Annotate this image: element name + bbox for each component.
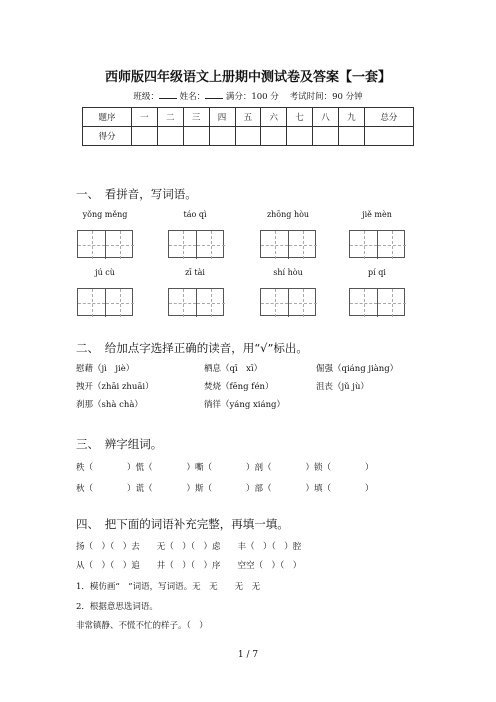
question-2: 2．根据意思选词语。: [76, 602, 158, 612]
score-cell[interactable]: [261, 127, 287, 146]
exam-info-line: [0, 90, 496, 102]
score-header-cell: 四: [209, 108, 235, 127]
score-cell[interactable]: [313, 127, 339, 146]
score-table-score-row: [83, 127, 414, 146]
score-header-cell: 六: [261, 108, 287, 127]
writing-box[interactable]: [77, 230, 133, 258]
writing-box[interactable]: [168, 230, 224, 258]
score-cell[interactable]: [339, 127, 365, 146]
writing-box[interactable]: [260, 230, 316, 258]
section4-heading: 四、 把下面的词语补充完整，再填一填。: [76, 517, 289, 531]
writing-box[interactable]: [349, 230, 405, 258]
reading-choice-item[interactable]: 拽开（zhāi zhuāi）: [76, 382, 154, 392]
writing-box[interactable]: [77, 288, 133, 316]
pinyin-label: pí qi: [368, 268, 386, 277]
section2-heading: 二、 给加点字选择正确的读音，用“√”标出。: [76, 341, 308, 355]
pinyin-label: shí hòu: [273, 268, 303, 277]
score-cell[interactable]: [287, 127, 313, 146]
idiom-line-1[interactable]: 扬（ ）（ ）去 无（ ）（ ）虑 丰（ ）（ ）腔: [76, 542, 302, 552]
score-header-cell: 七: [287, 108, 313, 127]
score-header-cell: 总分: [364, 108, 413, 127]
pinyin-label: zhōng hòu: [266, 210, 310, 219]
writing-box[interactable]: [260, 288, 316, 316]
question-1[interactable]: 1．模仿画“ ”词语，写词语。无 无 无 无: [76, 582, 261, 592]
reading-choice-item[interactable]: 栖息（qī xī）: [204, 364, 263, 374]
score-header-cell: 八: [313, 108, 339, 127]
question-3[interactable]: 非常镇静、不慌不忙的样子。（ ）: [76, 621, 208, 631]
time-label: 考试时间：90 分钟: [289, 92, 363, 102]
score-label: 满分：100 分: [225, 92, 279, 102]
section3-heading: 三、 辨字组词。: [76, 437, 163, 451]
reading-choice-item[interactable]: 徜徉（yáng xiáng）: [204, 400, 285, 410]
word-group-line-2[interactable]: 秋（ ）谎（ ）斯（ ）部（ ）填（ ）: [76, 484, 374, 494]
reading-choice-item[interactable]: 刹那（shà chà）: [76, 400, 143, 410]
score-header-cell: 三: [183, 108, 209, 127]
pinyin-label: jiě mèn: [362, 210, 392, 219]
page-title: 西师版四年级语文上册期中测试卷及答案【一套】: [104, 70, 391, 85]
pinyin-label: yǒng měng: [82, 210, 128, 219]
name-label: 姓名：: [179, 92, 206, 102]
class-label: 班级：: [133, 92, 159, 102]
score-cell[interactable]: [209, 127, 235, 146]
score-table-header-row: [83, 108, 414, 127]
score-cell[interactable]: [157, 127, 183, 146]
reading-choice-item[interactable]: 沮丧（jǔ jù）: [316, 382, 369, 392]
pinyin-label: zī tài: [185, 268, 205, 277]
score-header-cell: 二: [157, 108, 183, 127]
score-header-cell: 九: [339, 108, 365, 127]
pinyin-label: jú cù: [95, 268, 115, 277]
class-blank: [159, 90, 177, 99]
score-cell[interactable]: [132, 127, 158, 146]
reading-choice-item[interactable]: 慰藉（jì jiè）: [76, 364, 135, 374]
section1-heading: 一、 看拼音，写词语。: [76, 187, 197, 201]
score-header-cell: 五: [235, 108, 261, 127]
word-group-line-1[interactable]: 秩（ ）慌（ ）嘶（ ）剖（ ）锁（ ）: [76, 463, 374, 473]
reading-choice-item[interactable]: 焚烧（fēng fén）: [204, 382, 274, 392]
writing-box[interactable]: [168, 288, 224, 316]
score-cell[interactable]: [235, 127, 261, 146]
score-table: [82, 107, 414, 146]
score-header-cell: 题序: [83, 108, 132, 127]
name-blank: [205, 90, 223, 99]
writing-box[interactable]: [349, 288, 405, 316]
reading-choice-item[interactable]: 倔强（qiáng jiàng）: [316, 364, 399, 374]
idiom-line-2[interactable]: 从（ ）（ ）追 井（ ）（ ）序 空空（ ）（ ）: [76, 561, 302, 571]
page-number: 1 / 7: [237, 650, 259, 660]
score-header-cell: 一: [132, 108, 158, 127]
score-cell[interactable]: [183, 127, 209, 146]
score-cell[interactable]: [364, 127, 413, 146]
pinyin-label: táo qì: [183, 210, 207, 219]
score-row-label: 得分: [83, 127, 132, 146]
